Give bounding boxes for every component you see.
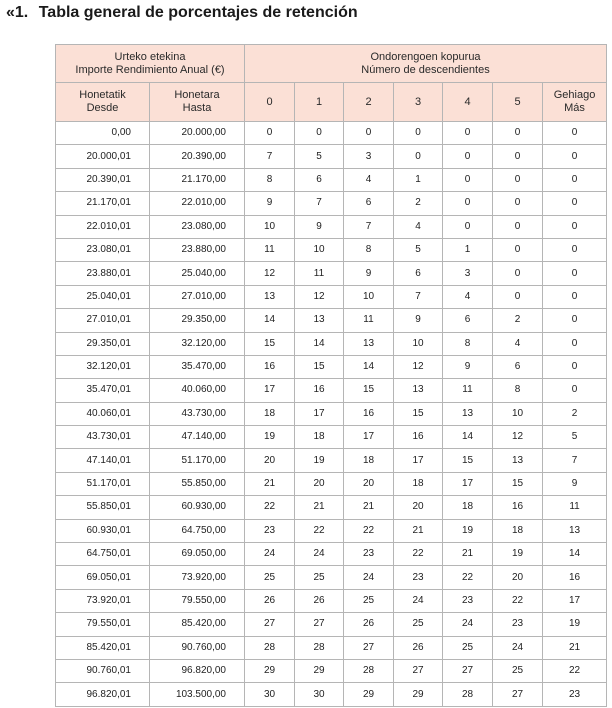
cell-mas: 0 — [543, 192, 607, 215]
cell-mas: 0 — [543, 168, 607, 191]
header-desde — [56, 83, 150, 122]
table-row — [56, 613, 607, 636]
table-row — [56, 589, 607, 612]
header-hasta-es: Hasta — [182, 102, 212, 114]
cell-pct-1: 11 — [295, 262, 344, 285]
cell-pct-4: 28 — [443, 683, 493, 706]
cell-pct-2: 26 — [344, 613, 394, 636]
cell-pct-4: 17 — [443, 472, 493, 495]
cell-desde: 47.140,01 — [56, 449, 150, 472]
table-row — [56, 519, 607, 542]
table-row — [56, 285, 607, 308]
header-col-3: 3 — [394, 83, 443, 122]
cell-mas: 0 — [543, 379, 607, 402]
cell-pct-5: 22 — [493, 589, 543, 612]
header-mas — [543, 83, 607, 122]
cell-pct-4: 19 — [443, 519, 493, 542]
cell-pct-4: 22 — [443, 566, 493, 589]
cell-pct-2: 27 — [344, 636, 394, 659]
header-hasta — [150, 83, 245, 122]
cell-hasta: 79.550,00 — [150, 589, 245, 612]
cell-pct-1: 5 — [295, 145, 344, 168]
cell-pct-2: 28 — [344, 659, 394, 682]
cell-pct-4: 0 — [443, 168, 493, 191]
title-number: «1. — [6, 4, 29, 21]
cell-pct-5: 13 — [493, 449, 543, 472]
cell-desde: 90.760,01 — [56, 659, 150, 682]
cell-pct-1: 30 — [295, 683, 344, 706]
cell-pct-0: 23 — [245, 519, 295, 542]
cell-hasta: 73.920,00 — [150, 566, 245, 589]
cell-pct-1: 21 — [295, 496, 344, 519]
cell-pct-3: 24 — [394, 589, 443, 612]
cell-mas: 0 — [543, 145, 607, 168]
cell-hasta: 25.040,00 — [150, 262, 245, 285]
header-importe-eu: Urteko etekina — [114, 50, 186, 63]
cell-pct-0: 0 — [245, 122, 295, 145]
header-mas-eu: Gehiago — [553, 89, 596, 101]
cell-pct-2: 11 — [344, 309, 394, 332]
table-row — [56, 192, 607, 215]
cell-hasta: 103.500,00 — [150, 683, 245, 706]
cell-pct-5: 8 — [493, 379, 543, 402]
cell-pct-4: 27 — [443, 659, 493, 682]
cell-pct-2: 9 — [344, 262, 394, 285]
cell-pct-5: 12 — [493, 426, 543, 449]
cell-mas: 11 — [543, 496, 607, 519]
header-col-5: 5 — [493, 83, 543, 122]
cell-pct-0: 10 — [245, 215, 295, 238]
cell-pct-3: 4 — [394, 215, 443, 238]
cell-desde: 55.850,01 — [56, 496, 150, 519]
cell-pct-0: 21 — [245, 472, 295, 495]
cell-pct-5: 25 — [493, 659, 543, 682]
cell-mas: 5 — [543, 426, 607, 449]
cell-pct-3: 1 — [394, 168, 443, 191]
cell-hasta: 43.730,00 — [150, 402, 245, 425]
cell-mas: 0 — [543, 309, 607, 332]
cell-pct-5: 18 — [493, 519, 543, 542]
cell-pct-5: 4 — [493, 332, 543, 355]
cell-mas: 16 — [543, 566, 607, 589]
cell-pct-1: 7 — [295, 192, 344, 215]
retention-table — [55, 44, 607, 707]
cell-desde: 0,00 — [56, 122, 150, 145]
cell-pct-2: 4 — [344, 168, 394, 191]
cell-pct-4: 11 — [443, 379, 493, 402]
cell-pct-1: 9 — [295, 215, 344, 238]
cell-pct-0: 8 — [245, 168, 295, 191]
cell-pct-4: 23 — [443, 589, 493, 612]
cell-hasta: 32.120,00 — [150, 332, 245, 355]
header-descendientes-eu: Ondorengoen kopurua — [370, 50, 481, 63]
cell-pct-1: 15 — [295, 355, 344, 378]
table-row — [56, 122, 607, 145]
cell-hasta: 47.140,00 — [150, 426, 245, 449]
cell-pct-4: 18 — [443, 496, 493, 519]
cell-mas: 0 — [543, 215, 607, 238]
cell-pct-2: 3 — [344, 145, 394, 168]
cell-pct-1: 16 — [295, 379, 344, 402]
table-row — [56, 238, 607, 261]
cell-pct-0: 22 — [245, 496, 295, 519]
cell-pct-4: 14 — [443, 426, 493, 449]
cell-desde: 64.750,01 — [56, 543, 150, 566]
cell-pct-4: 13 — [443, 402, 493, 425]
cell-pct-0: 11 — [245, 238, 295, 261]
cell-pct-1: 0 — [295, 122, 344, 145]
cell-desde: 69.050,01 — [56, 566, 150, 589]
cell-pct-2: 20 — [344, 472, 394, 495]
cell-pct-0: 20 — [245, 449, 295, 472]
cell-mas: 0 — [543, 238, 607, 261]
cell-pct-2: 16 — [344, 402, 394, 425]
cell-pct-0: 30 — [245, 683, 295, 706]
cell-pct-0: 13 — [245, 285, 295, 308]
cell-pct-3: 18 — [394, 472, 443, 495]
table-row — [56, 566, 607, 589]
cell-pct-0: 19 — [245, 426, 295, 449]
cell-pct-2: 24 — [344, 566, 394, 589]
cell-desde: 23.080,01 — [56, 238, 150, 261]
cell-pct-0: 24 — [245, 543, 295, 566]
cell-pct-4: 0 — [443, 215, 493, 238]
cell-mas: 9 — [543, 472, 607, 495]
cell-pct-0: 28 — [245, 636, 295, 659]
cell-mas: 13 — [543, 519, 607, 542]
cell-pct-3: 6 — [394, 262, 443, 285]
cell-pct-3: 15 — [394, 402, 443, 425]
header-desde-eu: Honetatik — [79, 89, 126, 101]
cell-pct-4: 24 — [443, 613, 493, 636]
table-body — [56, 122, 607, 707]
cell-pct-4: 0 — [443, 145, 493, 168]
cell-pct-2: 6 — [344, 192, 394, 215]
cell-hasta: 23.080,00 — [150, 215, 245, 238]
cell-pct-5: 19 — [493, 543, 543, 566]
cell-pct-1: 14 — [295, 332, 344, 355]
cell-pct-3: 17 — [394, 449, 443, 472]
cell-pct-3: 21 — [394, 519, 443, 542]
table-row — [56, 449, 607, 472]
cell-pct-0: 26 — [245, 589, 295, 612]
cell-pct-4: 15 — [443, 449, 493, 472]
cell-desde: 29.350,01 — [56, 332, 150, 355]
cell-desde: 85.420,01 — [56, 636, 150, 659]
cell-pct-1: 25 — [295, 566, 344, 589]
cell-pct-2: 8 — [344, 238, 394, 261]
cell-pct-3: 26 — [394, 636, 443, 659]
cell-pct-5: 27 — [493, 683, 543, 706]
cell-pct-3: 9 — [394, 309, 443, 332]
header-descendientes — [245, 45, 607, 83]
cell-pct-3: 5 — [394, 238, 443, 261]
cell-pct-1: 27 — [295, 613, 344, 636]
cell-hasta: 35.470,00 — [150, 355, 245, 378]
cell-pct-1: 18 — [295, 426, 344, 449]
table-row — [56, 683, 607, 706]
cell-pct-4: 8 — [443, 332, 493, 355]
cell-pct-2: 10 — [344, 285, 394, 308]
table-row — [56, 659, 607, 682]
cell-pct-3: 25 — [394, 613, 443, 636]
header-desde-es: Desde — [86, 102, 119, 114]
cell-mas: 21 — [543, 636, 607, 659]
cell-mas: 0 — [543, 122, 607, 145]
cell-pct-4: 0 — [443, 122, 493, 145]
table-row — [56, 262, 607, 285]
cell-pct-2: 29 — [344, 683, 394, 706]
cell-desde: 21.170,01 — [56, 192, 150, 215]
cell-pct-2: 21 — [344, 496, 394, 519]
cell-pct-2: 13 — [344, 332, 394, 355]
cell-pct-1: 26 — [295, 589, 344, 612]
cell-mas: 2 — [543, 402, 607, 425]
cell-mas: 17 — [543, 589, 607, 612]
table-row — [56, 215, 607, 238]
cell-desde: 25.040,01 — [56, 285, 150, 308]
cell-hasta: 40.060,00 — [150, 379, 245, 402]
cell-pct-3: 16 — [394, 426, 443, 449]
cell-pct-2: 18 — [344, 449, 394, 472]
cell-hasta: 60.930,00 — [150, 496, 245, 519]
header-hasta-eu: Honetara — [174, 89, 220, 101]
cell-desde: 79.550,01 — [56, 613, 150, 636]
cell-mas: 19 — [543, 613, 607, 636]
table-row — [56, 426, 607, 449]
header-importe — [56, 45, 245, 83]
cell-mas: 7 — [543, 449, 607, 472]
cell-hasta: 21.170,00 — [150, 168, 245, 191]
cell-pct-4: 0 — [443, 192, 493, 215]
cell-pct-3: 23 — [394, 566, 443, 589]
cell-pct-4: 1 — [443, 238, 493, 261]
cell-mas: 23 — [543, 683, 607, 706]
cell-pct-4: 25 — [443, 636, 493, 659]
cell-pct-0: 29 — [245, 659, 295, 682]
cell-desde: 73.920,01 — [56, 589, 150, 612]
cell-pct-3: 22 — [394, 543, 443, 566]
cell-pct-1: 20 — [295, 472, 344, 495]
cell-mas: 0 — [543, 285, 607, 308]
cell-pct-3: 29 — [394, 683, 443, 706]
cell-pct-1: 13 — [295, 309, 344, 332]
cell-desde: 43.730,01 — [56, 426, 150, 449]
cell-desde: 35.470,01 — [56, 379, 150, 402]
cell-hasta: 23.880,00 — [150, 238, 245, 261]
cell-pct-1: 10 — [295, 238, 344, 261]
cell-pct-3: 0 — [394, 145, 443, 168]
cell-hasta: 96.820,00 — [150, 659, 245, 682]
cell-pct-1: 29 — [295, 659, 344, 682]
cell-pct-3: 27 — [394, 659, 443, 682]
table-row — [56, 309, 607, 332]
cell-desde: 32.120,01 — [56, 355, 150, 378]
cell-pct-2: 0 — [344, 122, 394, 145]
cell-pct-5: 0 — [493, 192, 543, 215]
cell-pct-3: 13 — [394, 379, 443, 402]
cell-desde: 51.170,01 — [56, 472, 150, 495]
cell-pct-1: 12 — [295, 285, 344, 308]
cell-pct-5: 6 — [493, 355, 543, 378]
title-text: Tabla general de porcentajes de retención — [38, 4, 358, 21]
cell-pct-3: 10 — [394, 332, 443, 355]
cell-pct-5: 24 — [493, 636, 543, 659]
cell-pct-4: 6 — [443, 309, 493, 332]
cell-pct-5: 2 — [493, 309, 543, 332]
cell-pct-0: 27 — [245, 613, 295, 636]
cell-desde: 60.930,01 — [56, 519, 150, 542]
cell-hasta: 27.010,00 — [150, 285, 245, 308]
cell-pct-3: 20 — [394, 496, 443, 519]
cell-pct-2: 17 — [344, 426, 394, 449]
table-row — [56, 355, 607, 378]
cell-hasta: 20.390,00 — [150, 145, 245, 168]
table-row — [56, 636, 607, 659]
cell-pct-1: 24 — [295, 543, 344, 566]
table-row — [56, 379, 607, 402]
cell-pct-5: 23 — [493, 613, 543, 636]
cell-hasta: 51.170,00 — [150, 449, 245, 472]
cell-pct-5: 0 — [493, 262, 543, 285]
header-descendientes-es: Número de descendientes — [361, 63, 490, 76]
cell-desde: 22.010,01 — [56, 215, 150, 238]
cell-pct-1: 6 — [295, 168, 344, 191]
cell-pct-0: 17 — [245, 379, 295, 402]
cell-pct-3: 12 — [394, 355, 443, 378]
cell-pct-4: 21 — [443, 543, 493, 566]
cell-hasta: 90.760,00 — [150, 636, 245, 659]
cell-hasta: 22.010,00 — [150, 192, 245, 215]
cell-pct-1: 17 — [295, 402, 344, 425]
cell-pct-4: 4 — [443, 285, 493, 308]
page-title — [6, 4, 358, 22]
cell-pct-2: 7 — [344, 215, 394, 238]
cell-desde: 96.820,01 — [56, 683, 150, 706]
header-importe-es: Importe Rendimiento Anual (€) — [75, 63, 225, 76]
cell-pct-0: 12 — [245, 262, 295, 285]
cell-pct-2: 22 — [344, 519, 394, 542]
cell-pct-3: 7 — [394, 285, 443, 308]
cell-pct-5: 0 — [493, 238, 543, 261]
header-col-0: 0 — [245, 83, 295, 122]
cell-desde: 20.390,01 — [56, 168, 150, 191]
cell-pct-2: 23 — [344, 543, 394, 566]
cell-mas: 0 — [543, 332, 607, 355]
cell-desde: 23.880,01 — [56, 262, 150, 285]
cell-pct-5: 0 — [493, 215, 543, 238]
cell-pct-5: 15 — [493, 472, 543, 495]
cell-pct-2: 14 — [344, 355, 394, 378]
table-row — [56, 496, 607, 519]
cell-hasta: 29.350,00 — [150, 309, 245, 332]
cell-pct-4: 9 — [443, 355, 493, 378]
cell-pct-0: 9 — [245, 192, 295, 215]
header-col-4: 4 — [443, 83, 493, 122]
cell-desde: 20.000,01 — [56, 145, 150, 168]
cell-desde: 40.060,01 — [56, 402, 150, 425]
cell-hasta: 69.050,00 — [150, 543, 245, 566]
cell-pct-3: 0 — [394, 122, 443, 145]
cell-hasta: 85.420,00 — [150, 613, 245, 636]
cell-pct-0: 25 — [245, 566, 295, 589]
cell-pct-1: 28 — [295, 636, 344, 659]
table-row — [56, 543, 607, 566]
cell-pct-0: 15 — [245, 332, 295, 355]
cell-hasta: 55.850,00 — [150, 472, 245, 495]
cell-mas: 0 — [543, 355, 607, 378]
cell-pct-5: 0 — [493, 145, 543, 168]
cell-pct-0: 7 — [245, 145, 295, 168]
cell-pct-5: 0 — [493, 285, 543, 308]
header-mas-es: Más — [564, 102, 585, 114]
cell-hasta: 20.000,00 — [150, 122, 245, 145]
cell-desde: 27.010,01 — [56, 309, 150, 332]
cell-pct-3: 2 — [394, 192, 443, 215]
cell-pct-5: 20 — [493, 566, 543, 589]
cell-pct-5: 16 — [493, 496, 543, 519]
table-row — [56, 145, 607, 168]
table-row — [56, 332, 607, 355]
cell-pct-0: 16 — [245, 355, 295, 378]
table-row — [56, 472, 607, 495]
cell-mas: 14 — [543, 543, 607, 566]
cell-pct-5: 10 — [493, 402, 543, 425]
cell-hasta: 64.750,00 — [150, 519, 245, 542]
cell-pct-0: 18 — [245, 402, 295, 425]
cell-mas: 0 — [543, 262, 607, 285]
cell-pct-5: 0 — [493, 122, 543, 145]
cell-pct-4: 3 — [443, 262, 493, 285]
cell-pct-1: 22 — [295, 519, 344, 542]
cell-mas: 22 — [543, 659, 607, 682]
cell-pct-2: 25 — [344, 589, 394, 612]
cell-pct-5: 0 — [493, 168, 543, 191]
cell-pct-2: 15 — [344, 379, 394, 402]
header-col-1: 1 — [295, 83, 344, 122]
table-row — [56, 168, 607, 191]
cell-pct-0: 14 — [245, 309, 295, 332]
table-row — [56, 402, 607, 425]
header-col-2: 2 — [344, 83, 394, 122]
cell-pct-1: 19 — [295, 449, 344, 472]
